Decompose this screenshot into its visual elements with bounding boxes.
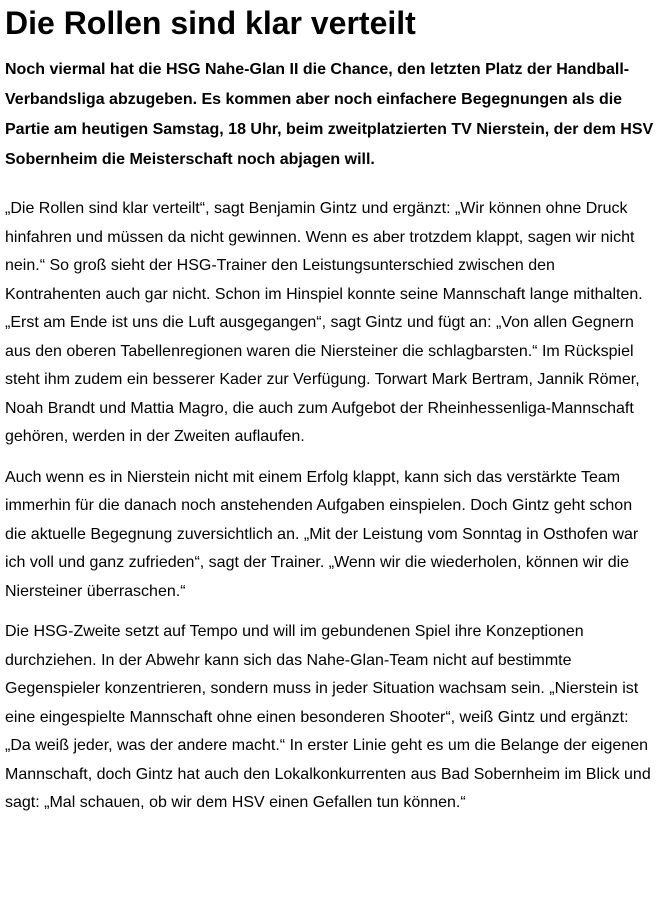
article-paragraph-3: Die HSG-Zweite setzt auf Tempo und will im gebundenen Spiel ihre Konzeptionen durchziehen. In der Abwehr kann sich das Nahe-Glan-Team nicht auf bestimmte Gegenspieler konzentrieren, sondern muss in jeder Situation wachsam sein. „Nierstein ist eine eingespielte Mannschaft ohne einen besonderen Shooter“, weiß Gintz und ergänzt: „Da weiß jeder, was der andere macht.“ In erster Linie geht es um die Belange der eigenen Mannschaft, doch Gintz hat auch den Lokalkonkurrenten aus Bad Sobernheim im Blick und sagt: „Mal schauen, ob wir dem HSV einen Gefallen tun können.“ — [5, 623, 651, 812]
article-lead: Noch viermal hat die HSG Nahe-Glan II die Chance, den letzten Platz der Handball-Verbandsliga abzugeben. Es kommen aber noch einfachere Begegnungen als die Partie am heutigen Samstag, 18 Uhr, beim zweitplatzierten TV Nierstein, der dem HSV Sobernheim die Meisterschaft noch abjagen will. — [5, 61, 654, 169]
article-paragraph-1: „Die Rollen sind klar verteilt“, sagt Benjamin Gintz und ergänzt: „Wir können ohne Druck hinfahren und müssen da nicht gewinnen. Wenn es aber trotzdem klappt, sagen wir nicht nein.“ So groß sieht der HSG-Trainer den Leistungsunterschied zwischen den Kontrahenten auch gar nicht. Schon im Hinspiel konnte seine Mannschaft lange mithalten. „Erst am Ende ist uns die Luft ausgegangen“, sagt Gintz und fügt an: „Von allen Gegnern aus den oberen Tabellenregionen waren die Niersteiner die schlagbarsten.“ Im Rückspiel steht ihm zudem ein besserer Kader zur Verfügung. Torwart Mark Bertram, Jannik Römer, Noah Brandt und Mattia Magro, die auch zum Aufgebot der Rheinhessenliga-Mannschaft gehören, werden in der Zweiten auflaufen. — [5, 200, 643, 446]
article-title: Die Rollen sind klar verteilt — [5, 5, 416, 41]
article-paragraph-2: Auch wenn es in Nierstein nicht mit einem Erfolg klappt, kann sich das verstärkte Team immerhin für die danach noch anstehenden Aufgaben einspielen. Doch Gintz geht schon die aktuelle Begegnung zuversichtlich an. „Mit der Leistung vom Sonntag in Osthofen war ich voll und ganz zufrieden“, sagt der Trainer. „Wenn wir die wiederholen, können wir die Niersteiner überraschen.“ — [5, 468, 639, 600]
